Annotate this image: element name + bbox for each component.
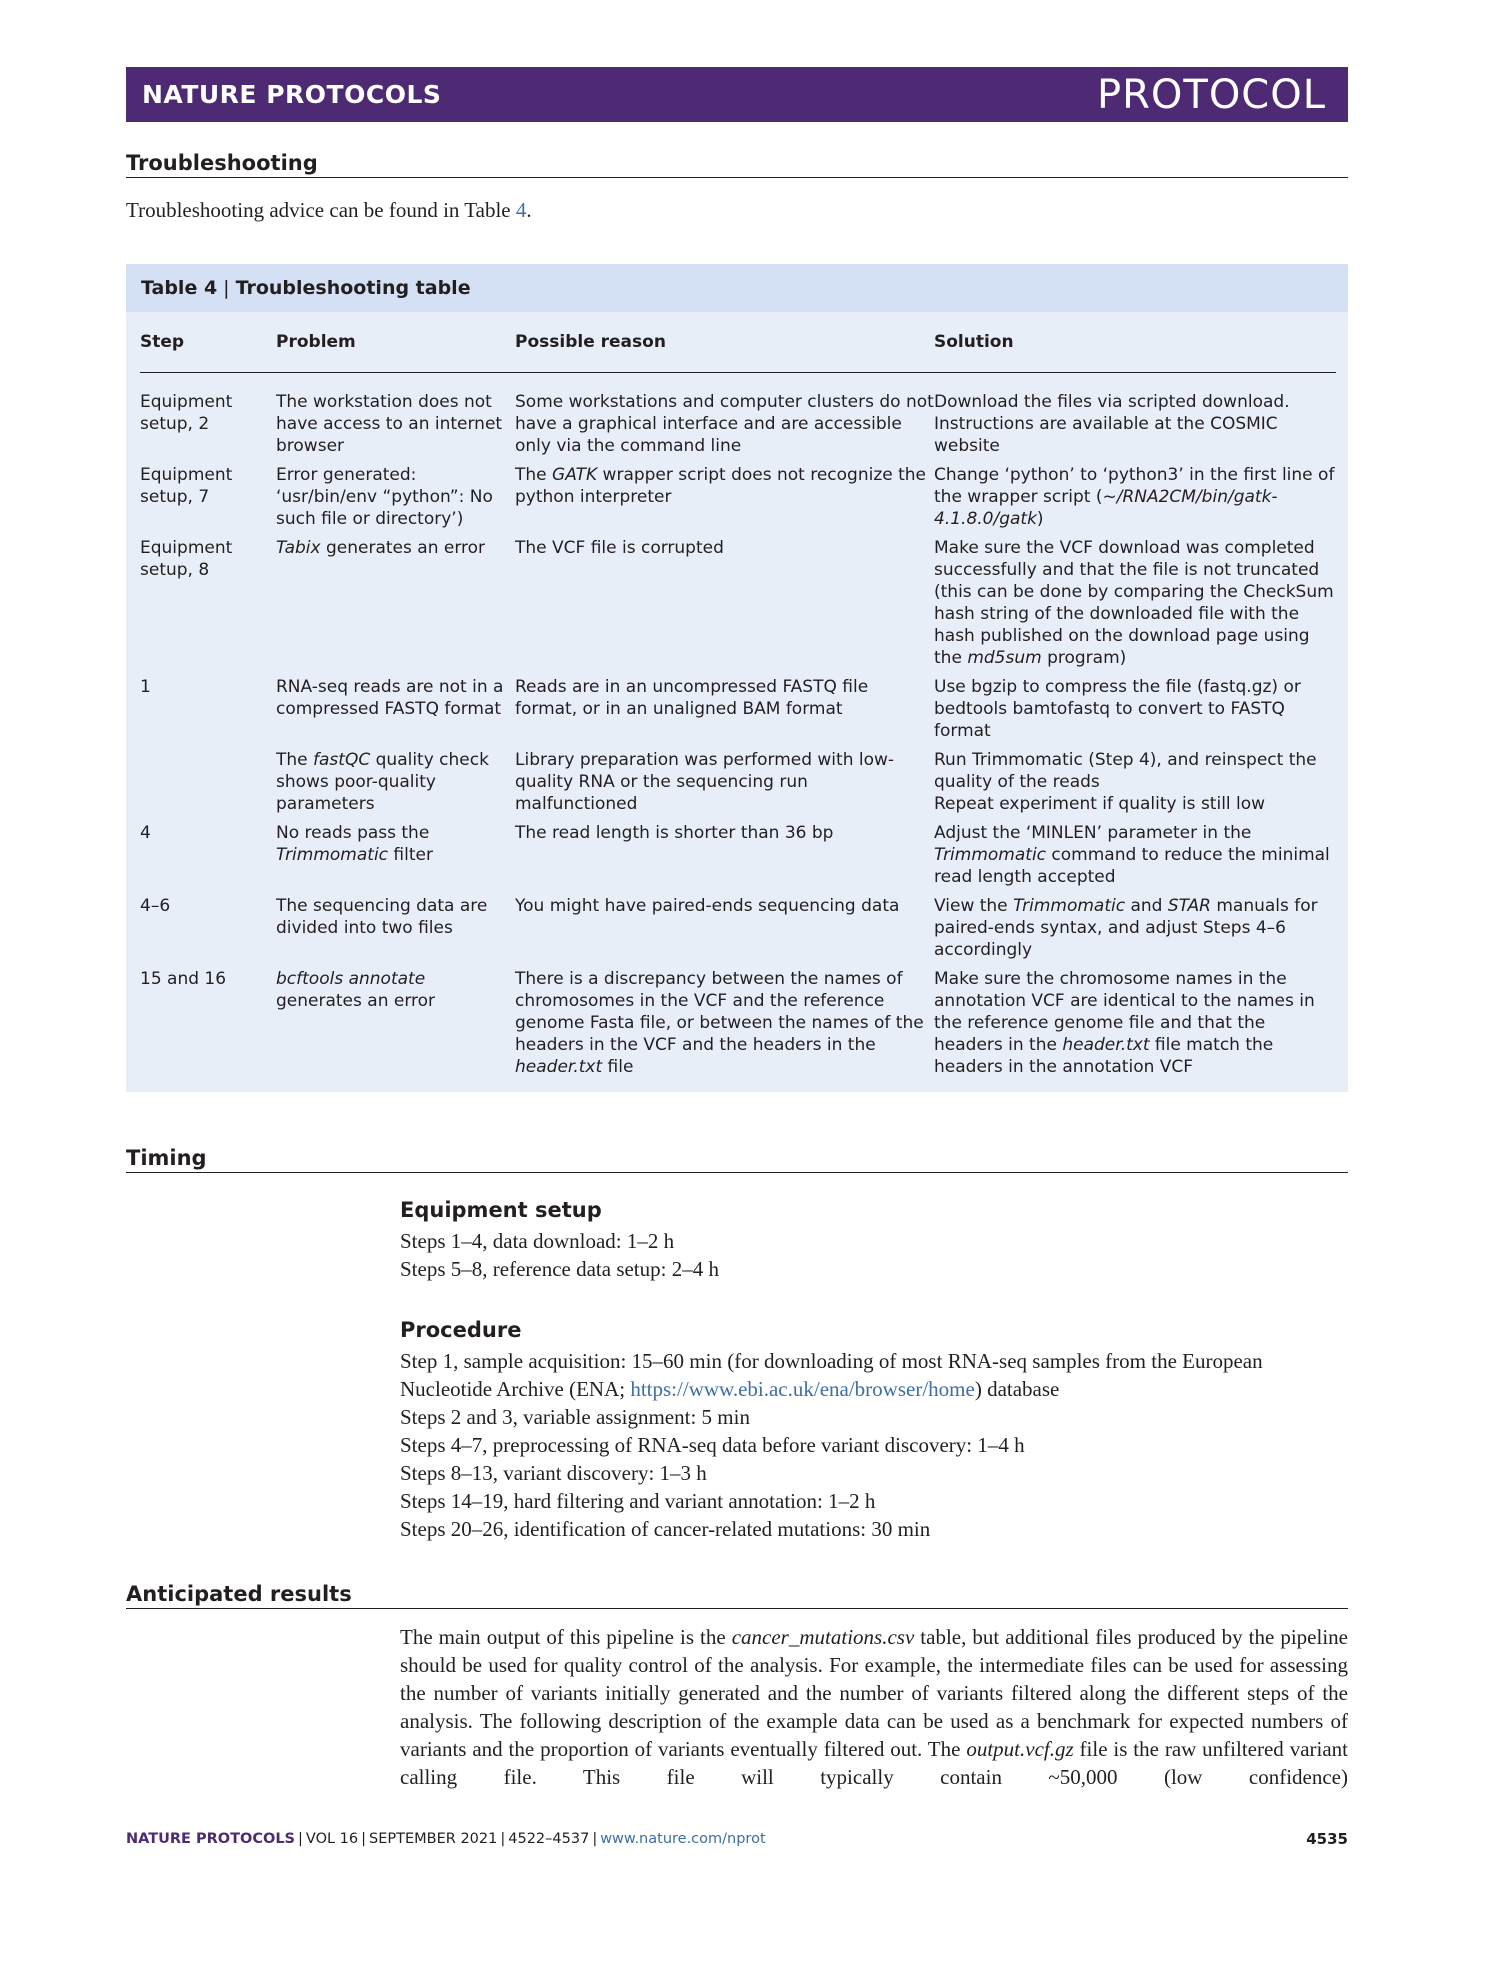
problem-text: No reads pass the (276, 823, 430, 843)
solution-text: and (1125, 896, 1168, 916)
table-header-row (140, 324, 1336, 373)
page-number: 4535 (1306, 1830, 1348, 1848)
cell-solution (934, 464, 1336, 537)
table-row (140, 537, 1336, 676)
table-row (140, 464, 1336, 537)
cell-step (140, 749, 276, 822)
ena-link[interactable]: https://www.ebi.ac.uk/ena/browser/home (630, 1377, 975, 1401)
problem-text: quality check shows poor-quality parameters (276, 750, 489, 814)
cell-problem (276, 822, 515, 895)
cell-reason: Reads are in an uncompressed FASTQ file format, or in an unaligned BAM format (515, 677, 869, 719)
cell-solution: Download the files via scripted download. Instructions are available at the COSMIC website (934, 392, 1290, 456)
timing-line (400, 1347, 1350, 1403)
equipment-timing (400, 1227, 1350, 1283)
table-row (140, 676, 1336, 749)
reason-text: wrapper script does not recognize the python interpreter (515, 465, 927, 507)
cell-reason (515, 968, 934, 1085)
cell-step: 15 and 16 (140, 969, 227, 989)
cell-step: Equipment setup, 8 (140, 538, 233, 580)
table-row (140, 822, 1336, 895)
results-span: file is the raw unfiltered variant calling file. This file will typically contain ~50,000 (low confidence) (400, 1737, 1348, 1789)
problem-italic: bcftools annotate (276, 969, 426, 989)
cell-problem (276, 749, 515, 822)
reason-italic: header.txt (515, 1057, 603, 1077)
cell-step: 1 (140, 677, 151, 697)
table-row (140, 749, 1336, 822)
journal-name: NATURE PROTOCOLS (142, 80, 442, 109)
results-span: The main output of this pipeline is the (400, 1625, 732, 1649)
journal-banner (126, 67, 1348, 122)
footer-pages: 4522–4537 (508, 1831, 590, 1847)
cell-problem (276, 537, 515, 676)
cell-solution (934, 749, 1336, 822)
troubleshooting-heading: Troubleshooting (126, 151, 1348, 178)
results-text (400, 1623, 1348, 1791)
solution-text: program) (1041, 648, 1127, 668)
problem-italic: Tabix (276, 538, 321, 558)
results-italic: cancer_mutations.csv (731, 1625, 915, 1649)
col-header-step: Step (140, 324, 276, 373)
solution-text: Make sure the chromosome names in the annotation VCF are identical to the names in the reference genome file and that the headers in the (934, 969, 1315, 1055)
solution-line: Run Trimmomatic (Step 4), and reinspect the quality of the reads (934, 750, 1317, 792)
table-title-text: Troubleshooting table (235, 277, 471, 299)
timing-line: Steps 8–13, variant discovery: 1–3 h (400, 1461, 707, 1485)
col-header-reason: Possible reason (515, 324, 934, 373)
cell-reason: Library preparation was performed with low-quality RNA or the sequencing run malfunctioned (515, 750, 895, 814)
footer-journal: NATURE PROTOCOLS (126, 1831, 296, 1847)
cell-problem: RNA-seq reads are not in a compressed FASTQ format (276, 677, 504, 719)
solution-text: manuals for paired-ends syntax, and adjust Steps 4–6 accordingly (934, 896, 1318, 960)
col-header-problem: Problem (276, 324, 515, 373)
page-footer (126, 1830, 1348, 1848)
results-paragraph (400, 1623, 1348, 1791)
footer-citation: NATURE PROTOCOLS | VOL 16 | SEPTEMBER 2021 | 4522–4537 | www.nature.com/nprot (126, 1831, 766, 1847)
timing-text: Step 1, sample acquisition: 15–60 min (for downloading of most RNA-seq samples from the European Nucleotide Archive (ENA; (400, 1349, 1263, 1401)
solution-text: Change ‘python’ to ‘python3’ in the first line of the wrapper script ( (934, 465, 1335, 507)
troubleshooting-intro (126, 196, 532, 224)
cell-reason: The VCF file is corrupted (515, 538, 724, 558)
timing-line: Steps 4–7, preprocessing of RNA-seq data before variant discovery: 1–4 h (400, 1433, 1025, 1457)
cell-solution (934, 968, 1336, 1085)
troubleshooting-table (126, 264, 1348, 1092)
solution-text: command to reduce the minimal read length accepted (934, 845, 1330, 887)
cell-solution (934, 537, 1336, 676)
table-grid (140, 324, 1336, 1085)
problem-italic: Trimmomatic (276, 845, 389, 865)
timing-line: Steps 14–19, hard filtering and variant annotation: 1–2 h (400, 1489, 876, 1513)
equipment-setup-heading: Equipment setup (400, 1198, 602, 1222)
cell-solution (934, 822, 1336, 895)
table-row (140, 895, 1336, 968)
table-4-link[interactable]: 4 (515, 198, 527, 222)
table-title (126, 264, 1348, 312)
cell-problem: The sequencing data are divided into two files (276, 896, 488, 938)
footer-url[interactable]: www.nature.com/nprot (600, 1831, 766, 1847)
cell-step: Equipment setup, 7 (140, 465, 233, 507)
table-title-separator: | (223, 277, 230, 299)
cell-step: 4–6 (140, 896, 171, 916)
problem-text: The (276, 750, 314, 770)
problem-text: generates an error (276, 991, 436, 1011)
timing-text: ) database (974, 1377, 1060, 1401)
cell-reason (515, 464, 934, 537)
timing-line: Steps 20–26, identification of cancer-related mutations: 30 min (400, 1517, 931, 1541)
cell-step: 4 (140, 823, 151, 843)
cell-reason: The read length is shorter than 36 bp (515, 823, 834, 843)
procedure-timing (400, 1347, 1350, 1543)
solution-italic: ~/RNA2CM/bin/gatk-4.1.8.0/gatk (934, 487, 1278, 529)
timing-line: Steps 2 and 3, variable assignment: 5 min (400, 1405, 750, 1429)
intro-suffix: . (526, 198, 532, 222)
timing-heading: Timing (126, 1146, 1348, 1173)
procedure-heading: Procedure (400, 1318, 522, 1342)
solution-text: Adjust the ‘MINLEN’ parameter in the (934, 823, 1252, 843)
cell-problem: The workstation does not have access to an internet browser (276, 392, 503, 456)
footer-date: SEPTEMBER 2021 (369, 1831, 498, 1847)
results-italic: output.vcf.gz (966, 1737, 1074, 1761)
problem-text: filter (388, 845, 433, 865)
solution-italic: STAR (1167, 896, 1211, 916)
solution-italic: md5sum (967, 648, 1042, 668)
solution-italic: Trimmomatic (934, 845, 1047, 865)
timing-line: Steps 5–8, reference data setup: 2–4 h (400, 1257, 719, 1281)
reason-text: file (602, 1057, 634, 1077)
cell-problem: Error generated: ‘usr/bin/env “python”: No such file or directory’) (276, 465, 493, 529)
footer-volume: VOL 16 (305, 1831, 359, 1847)
cell-step: Equipment setup, 2 (140, 392, 233, 434)
problem-text: generates an error (320, 538, 486, 558)
solution-italic: Trimmomatic (1013, 896, 1126, 916)
table-row (140, 373, 1336, 465)
anticipated-results-heading: Anticipated results (126, 1582, 1348, 1609)
reason-italic: GATK (552, 465, 598, 485)
solution-text: ) (1036, 509, 1044, 529)
cell-solution: Use bgzip to compress the file (fastq.gz) or bedtools bamtofastq to convert to FASTQ format (934, 677, 1301, 741)
reason-text: The (515, 465, 553, 485)
timing-line: Steps 1–4, data download: 1–2 h (400, 1229, 675, 1253)
col-header-solution: Solution (934, 324, 1336, 373)
article-type: PROTOCOL (1096, 71, 1326, 118)
cell-reason: You might have paired-ends sequencing data (515, 896, 900, 916)
intro-text: Troubleshooting advice can be found in Table (126, 198, 516, 222)
results-span: table, but additional files produced by the pipeline should be used for quality control of the analysis. For example, the intermediate files can be used for assessing the number of variants initially generated and the number of variants filtered along the different steps of the analysis. The following description of the example data can be used as a benchmark for expected numbers of variants and the proportion of variants eventually filtered out. The (400, 1625, 1348, 1761)
table-row (140, 968, 1336, 1085)
table-label: Table 4 (141, 277, 218, 299)
cell-reason: Some workstations and computer clusters do not have a graphical interface and are accessible only via the command line (515, 392, 934, 456)
solution-text: View the (934, 896, 1014, 916)
cell-problem (276, 968, 515, 1085)
solution-line: Repeat experiment if quality is still low (934, 794, 1266, 814)
problem-italic: fastQC (313, 750, 371, 770)
solution-italic: header.txt (1062, 1035, 1150, 1055)
solution-text: Make sure the VCF download was completed successfully and that the file is not truncated (this can be done by comparing the CheckSum hash string of the downloaded file with the hash published on the download page using the (934, 538, 1334, 668)
reason-text: There is a discrepancy between the names of chromosomes in the VCF and the reference genome Fasta file, or between the names of the headers in the VCF and the headers in the (515, 969, 924, 1055)
solution-text: file match the headers in the annotation VCF (934, 1035, 1274, 1077)
cell-solution (934, 895, 1336, 968)
